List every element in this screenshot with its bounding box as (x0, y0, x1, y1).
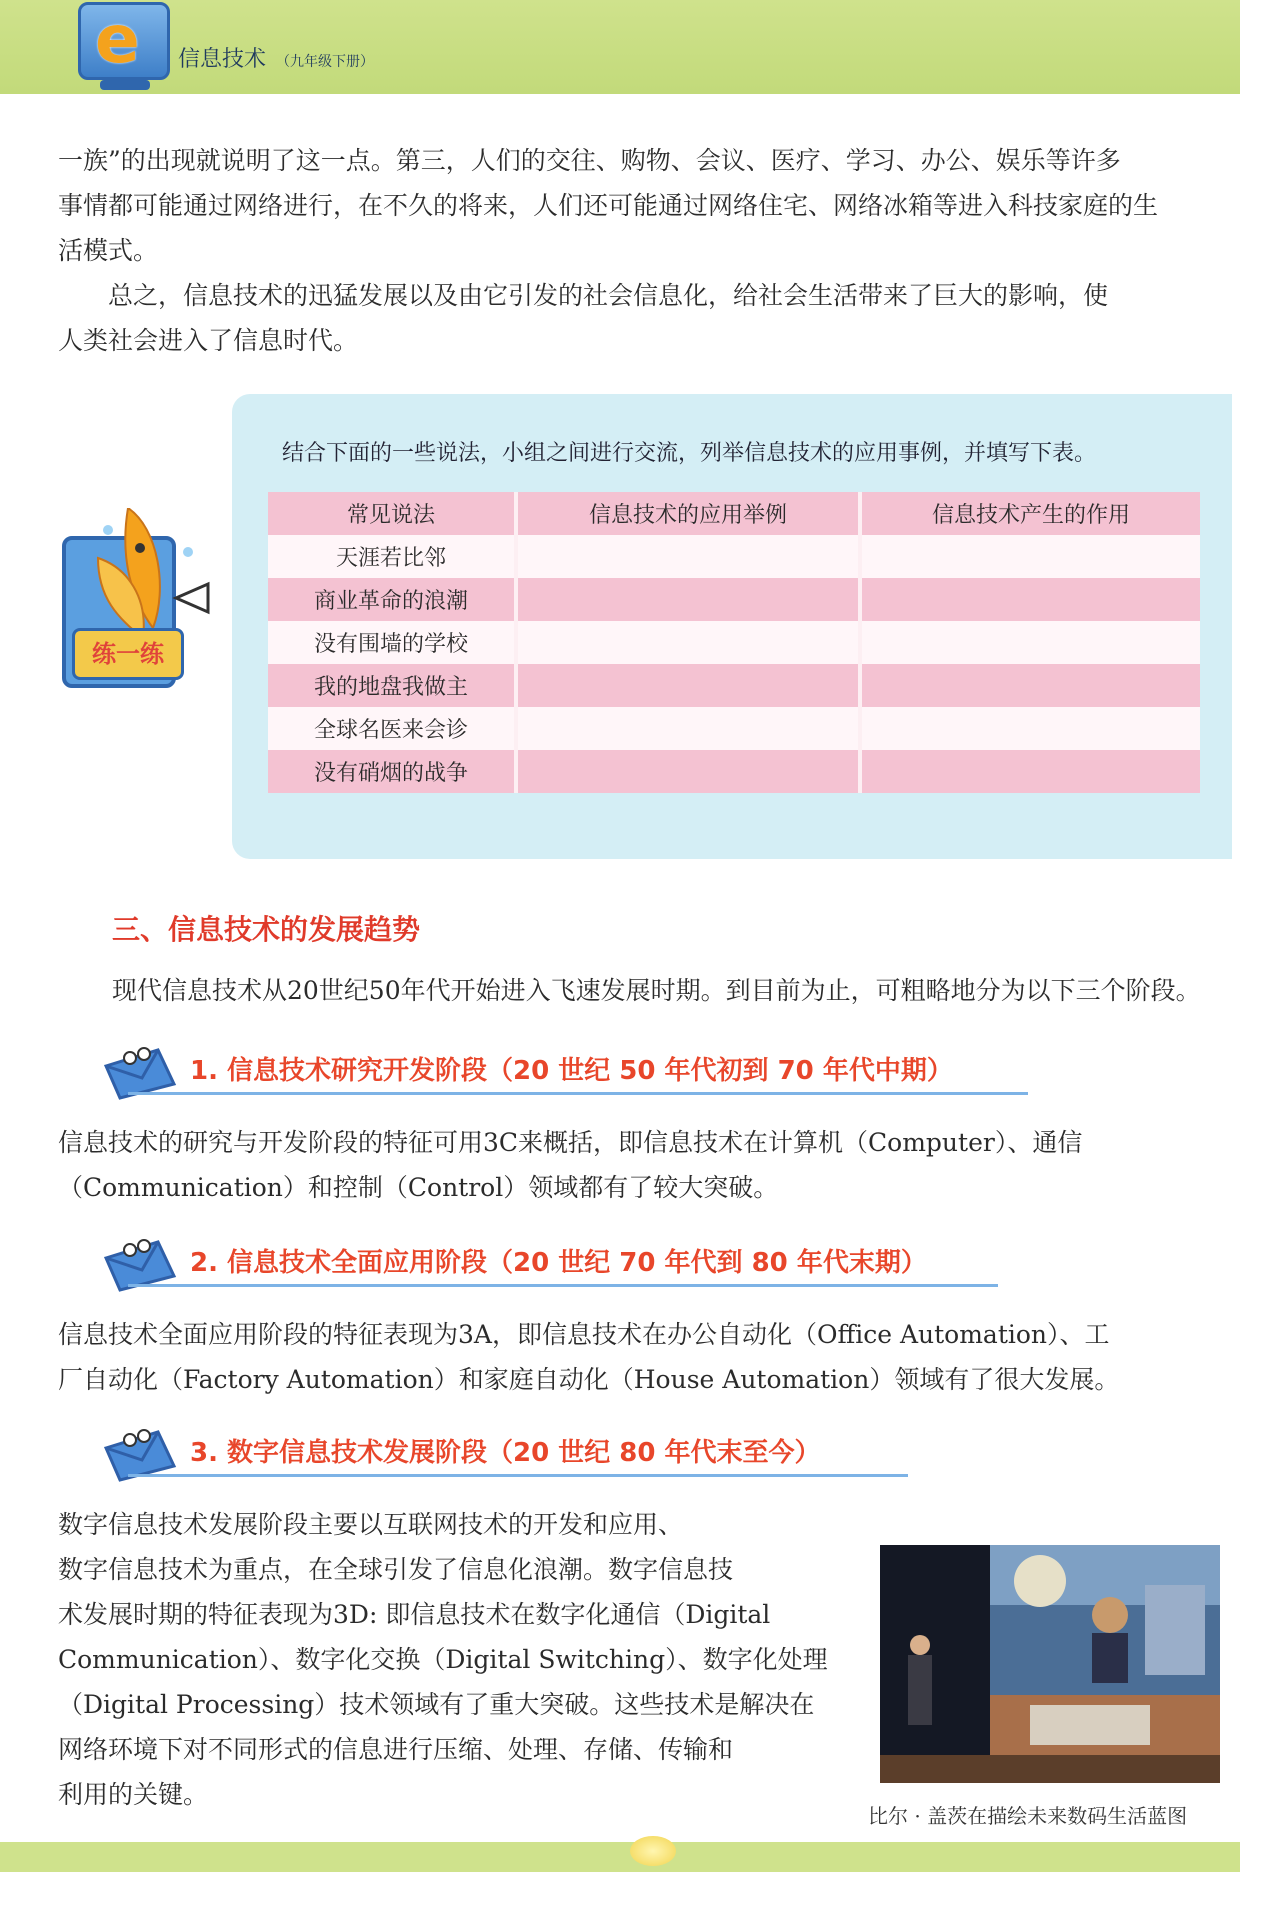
table-cell-example[interactable] (518, 750, 862, 793)
stage-3-line-4: Communication）、数字化交换（Digital Switching）、数字化处理 (58, 1645, 828, 1674)
table-header: 信息技术产生的作用 (862, 492, 1200, 535)
intro-line-3: 活模式。 (58, 236, 159, 265)
intro-line-1: 一族”的出现就说明了这一点。第三，人们的交往、购物、会议、医疗、学习、办公、娱乐等许多 (58, 146, 1121, 175)
logo-stand (100, 80, 150, 90)
stage-2-line-2: 厂自动化（Factory Automation）和家庭自动化（House Automation）领域有了很大发展。 (58, 1365, 1120, 1394)
practice-table (268, 492, 1200, 793)
stage-3-line-1: 数字信息技术发展阶段主要以互联网技术的开发和应用、 (58, 1510, 684, 1539)
stage-underline (128, 1092, 1028, 1095)
book-title-text: 信息技术 (178, 47, 267, 72)
footer-ornament (630, 1836, 676, 1866)
table-cell-saying: 全球名医来会诊 (268, 707, 518, 750)
page-footer (0, 1842, 1240, 1872)
table-cell-effect[interactable] (862, 707, 1200, 750)
table-cell-example[interactable] (518, 664, 862, 707)
section-intro: 现代信息技术从20世纪50年代开始进入飞速发展时期。到目前为止，可粗略地分为以下三个阶段。 (112, 976, 1201, 1005)
table-row (268, 750, 1200, 793)
table-cell-saying: 没有硝烟的战争 (268, 750, 518, 793)
stage-3-line-3: 术发展时期的特征表现为3D: 即信息技术在数字化通信（Digital (58, 1600, 771, 1629)
stage-2-line-1: 信息技术全面应用阶段的特征表现为3A，即信息技术在办公自动化（Office Automation）、工 (58, 1320, 1110, 1349)
stage-underline (128, 1474, 908, 1477)
table-cell-effect[interactable] (862, 535, 1200, 578)
stage-heading-3: 3. 数字信息技术发展阶段（20 世纪 80 年代末至今） (190, 1438, 821, 1468)
intro-line-4: 总之，信息技术的迅猛发展以及由它引发的社会信息化，给社会生活带来了巨大的影响，使 (58, 281, 1109, 310)
book-title (178, 42, 374, 73)
table-cell-example[interactable] (518, 578, 862, 621)
table-cell-effect[interactable] (862, 750, 1200, 793)
intro-line-5: 人类社会进入了信息时代。 (58, 326, 359, 355)
stage-1-line-1: 信息技术的研究与开发阶段的特征可用3C来概括，即信息技术在计算机（Computer）、通信 (58, 1128, 1083, 1157)
table-cell-effect[interactable] (862, 578, 1200, 621)
table-header: 常见说法 (268, 492, 518, 535)
stage-underline (128, 1284, 998, 1287)
table-row (268, 578, 1200, 621)
table-row (268, 664, 1200, 707)
logo-letter: e (95, 1, 140, 78)
table-cell-example[interactable] (518, 535, 862, 578)
table-cell-effect[interactable] (862, 621, 1200, 664)
table-row (268, 621, 1200, 664)
table-header-row (268, 492, 1200, 535)
table-row (268, 707, 1200, 750)
practice-instruction: 结合下面的一些说法，小组之间进行交流，列举信息技术的应用事例，并填写下表。 (282, 441, 1097, 466)
table-cell-saying: 我的地盘我做主 (268, 664, 518, 707)
stage-3-line-2: 数字信息技术为重点，在全球引发了信息化浪潮。数字信息技 (58, 1555, 734, 1584)
table-cell-saying: 商业革命的浪潮 (268, 578, 518, 621)
stage-3-line-5: （Digital Processing）技术领域有了重大突破。这些技术是解决在 (58, 1690, 815, 1719)
stage-heading-2: 2. 信息技术全面应用阶段（20 世纪 70 年代到 80 年代末期） (190, 1248, 927, 1278)
table-cell-example[interactable] (518, 707, 862, 750)
stage-1-line-2: （Communication）和控制（Control）领域都有了较大突破。 (58, 1173, 779, 1202)
stage-3-line-7: 利用的关键。 (58, 1780, 209, 1809)
practice-label: 练一练 (72, 628, 184, 680)
table-cell-effect[interactable] (862, 664, 1200, 707)
table-row (268, 535, 1200, 578)
intro-line-2: 事情都可能通过网络进行，在不久的将来，人们还可能通过网络住宅、网络冰箱等进入科技家庭的生 (58, 191, 1159, 220)
table-cell-example[interactable] (518, 621, 862, 664)
book-subtitle: （九年级下册） (276, 54, 375, 70)
table-cell-saying: 天涯若比邻 (268, 535, 518, 578)
section-title: 三、信息技术的发展趋势 (112, 913, 421, 946)
logo-icon (78, 2, 170, 80)
stage-heading-1: 1. 信息技术研究开发阶段（20 世纪 50 年代初到 70 年代中期） (190, 1056, 953, 1086)
bill-gates-photo (880, 1545, 1220, 1783)
stage-3-line-6: 网络环境下对不同形式的信息进行压缩、处理、存储、传输和 (58, 1735, 734, 1764)
table-cell-saying: 没有围墙的学校 (268, 621, 518, 664)
photo-caption: 比尔 · 盖茨在描绘未来数码生活蓝图 (868, 1804, 1188, 1828)
table-header: 信息技术的应用举例 (518, 492, 862, 535)
